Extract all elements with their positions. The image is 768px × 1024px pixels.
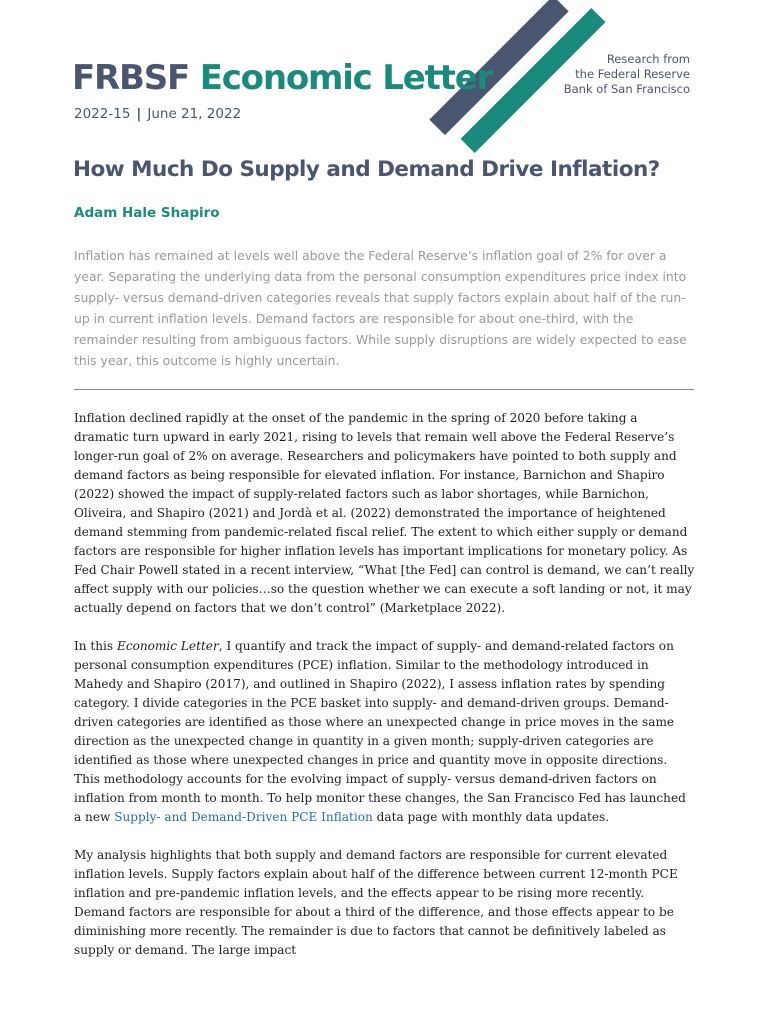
article-title: How Much Do Supply and Demand Drive Inflation? (73, 157, 660, 182)
publication-name: Economic Letter (116, 639, 219, 653)
org-line: Bank of San Francisco (563, 82, 690, 96)
org-name (564, 52, 690, 97)
masthead (72, 56, 492, 100)
article-body (74, 409, 696, 957)
paragraph-2-suffix: data page with monthly data updates. (372, 810, 610, 824)
section-divider (74, 389, 694, 390)
org-line: Research from (606, 52, 690, 66)
body-paragraph-1: Inflation declined rapidly at the onset of the pandemic in the spring of 2020 before taking a dramatic turn upward in early 2021, rising to levels that remain well above the Federal Reserve’s longer-run goal of 2% on average. Researchers and policymakers have pointed to both supply and demand factors as being responsible for elevated inflation. For instance, Barnichon and Shapiro (2022) showed the impact of supply-related factors such as labor shortages, while Barnichon, Oliveira, and Shapiro (2021) and Jordà et al. (2022) demonstrated the importance of heightened demand stemming from pandemic-related fiscal relief. The extent to which either supply or demand factors are responsible for higher inflation levels has important implications for monetary policy. As Fed Chair Powell stated in a recent interview, “What [the Fed] can control is demand, we can’t really affect supply with our policies…so the question whether we can execute a soft landing or not, it may actually depend on factors that we don’t control” (Marketplace 2022). (74, 411, 695, 615)
issue-date: June 21, 2022 (147, 106, 242, 122)
data-page-link[interactable]: Supply- and Demand-Driven PCE Inflation (114, 810, 373, 824)
issue-info (74, 106, 241, 122)
issue-number: 2022-15 (74, 106, 131, 122)
article-author: Adam Hale Shapiro (74, 205, 220, 221)
paragraph-2-prefix: In this (74, 639, 117, 653)
org-line: the Federal Reserve (575, 67, 690, 81)
issue-separator: | (136, 106, 142, 122)
masthead-frbsf: FRBSF (72, 58, 190, 98)
paragraph-2-middle: , I quantify and track the impact of supply- and demand-related factors on personal consumption expenditures (PCE) inflation. Similar to the methodology introduced in Mahedy and Shapiro (2017), and outlined in Shapiro (2022), I assess inflation rates by spending category. I divide categories in the PCE basket into supply- and demand-driven groups. Demand-driven categories are identified as those where an unexpected change in price moves in the same direction as the unexpected change in quantity in a given month; supply-driven categories are identified as those where unexpected changes in price and quantity move in opposite directions. This methodology accounts for the evolving impact of supply- versus demand-driven factors on inflation from month to month. To help monitor these changes, the San Francisco Fed has launched a new (74, 639, 686, 824)
masthead-economic-letter: Economic Letter (199, 58, 493, 98)
article-abstract: Inflation has remained at levels well above the Federal Reserve’s inflation goal of 2% for over a year. Separating the underlying data from the personal consumption expenditures price index into supply- versus demand-driven categories reveals that supply factors explain about half of the run-up in current inflation levels. Demand factors are responsible for about one-third, with the remainder resulting from ambiguous factors. While supply disruptions are widely expected to ease this year, this outcome is highly uncertain. (74, 248, 687, 368)
body-paragraph-2 (74, 637, 696, 827)
body-paragraph-3: My analysis highlights that both supply and demand factors are responsible for current elevated inflation levels. Supply factors explain about half of the difference between current 12-month PCE inflation and pre-pandemic inflation levels, and the effects appear to be rising more recently. Demand factors are responsible for about a third of the difference, and those effects appear to be diminishing more recently. The remainder is due to factors that cannot be definitively labeled as supply or demand. The large impact (74, 848, 678, 957)
